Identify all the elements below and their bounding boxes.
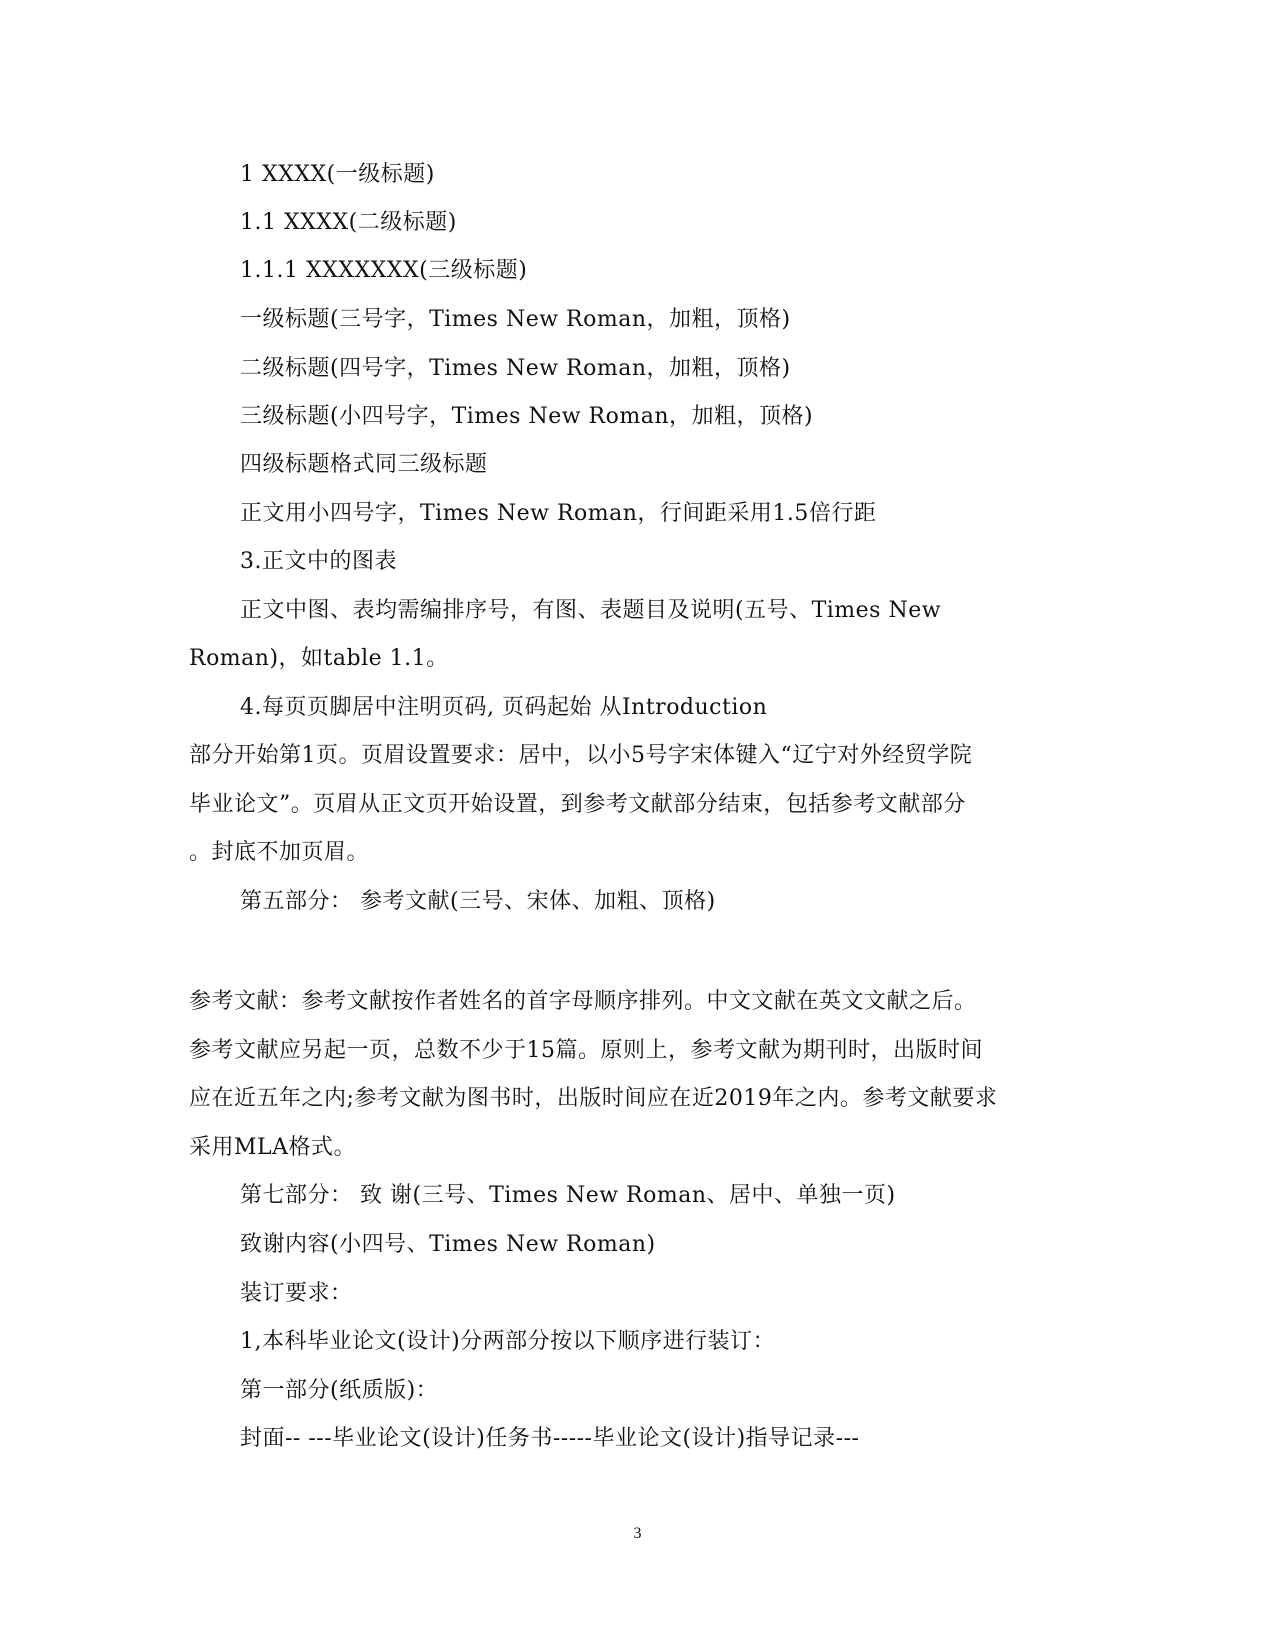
binding-order-line: 1,本科毕业论文(设计)分两部分按以下顺序进行装订：	[240, 1329, 776, 1354]
heading-level-1-format: 一级标题(三号字，Times New Roman，加粗，顶格)	[240, 307, 791, 332]
binding-sequence-line: 封面-- ---毕业论文(设计)任务书-----毕业论文(设计)指导记录---	[240, 1426, 860, 1451]
heading-level-2-format: 二级标题(四号字，Times New Roman，加粗，顶格)	[240, 356, 791, 381]
heading-level-2-example: 1.1 XXXX(二级标题)	[240, 210, 457, 235]
references-paragraph-line: 采用MLA格式。	[189, 1135, 357, 1160]
part-five-heading: 第五部分： 参考文献(三号、宋体、加粗、顶格)	[240, 889, 716, 914]
page-footer-paragraph-line: 毕业论文”。页眉从正文页开始设置，到参考文献部分结束，包括参考文献部分	[189, 792, 966, 817]
page-footer-paragraph-line: 4.每页页脚居中注明页码, 页码起始 从Introduction	[240, 695, 768, 720]
references-paragraph-line: 应在近五年之内;参考文献为图书时，出版时间应在近2019年之内。参考文献要求	[189, 1086, 998, 1111]
body-text-format: 正文用小四号字，Times New Roman，行间距采用1.5倍行距	[240, 501, 877, 526]
part-one-paper-heading: 第一部分(纸质版)：	[240, 1378, 439, 1403]
heading-level-1-example: 1 XXXX(一级标题)	[240, 162, 435, 187]
heading-level-3-format: 三级标题(小四号字，Times New Roman，加粗，顶格)	[240, 404, 814, 429]
figures-paragraph-line: 正文中图、表均需编排序号，有图、表题目及说明(五号、Times New	[240, 598, 942, 623]
heading-level-3-example: 1.1.1 XXXXXXX(三级标题)	[240, 258, 528, 283]
figures-paragraph-line: Roman)，如table 1.1。	[189, 646, 449, 671]
page-number: 3	[633, 1525, 642, 1542]
part-seven-heading: 第七部分： 致 谢(三号、Times New Roman、居中、单独一页)	[240, 1183, 896, 1208]
references-paragraph-line: 参考文献：参考文献按作者姓名的首字母顺序排列。中文文献在英文文献之后。	[189, 989, 977, 1014]
binding-requirements-heading: 装订要求：	[240, 1281, 353, 1306]
section-figures-heading: 3.正文中的图表	[240, 549, 397, 574]
page-footer-paragraph-line: 。封底不加页眉。	[189, 840, 370, 865]
acknowledgement-format: 致谢内容(小四号、Times New Roman)	[240, 1232, 656, 1257]
page-footer-paragraph-line: 部分开始第1页。页眉设置要求：居中，以小5号字宋体键入“辽宁对外经贸学院	[189, 743, 973, 768]
heading-level-4-format: 四级标题格式同三级标题	[240, 452, 488, 477]
references-paragraph-line: 参考文献应另起一页，总数不少于15篇。原则上，参考文献为期刊时，出版时间	[189, 1038, 983, 1063]
